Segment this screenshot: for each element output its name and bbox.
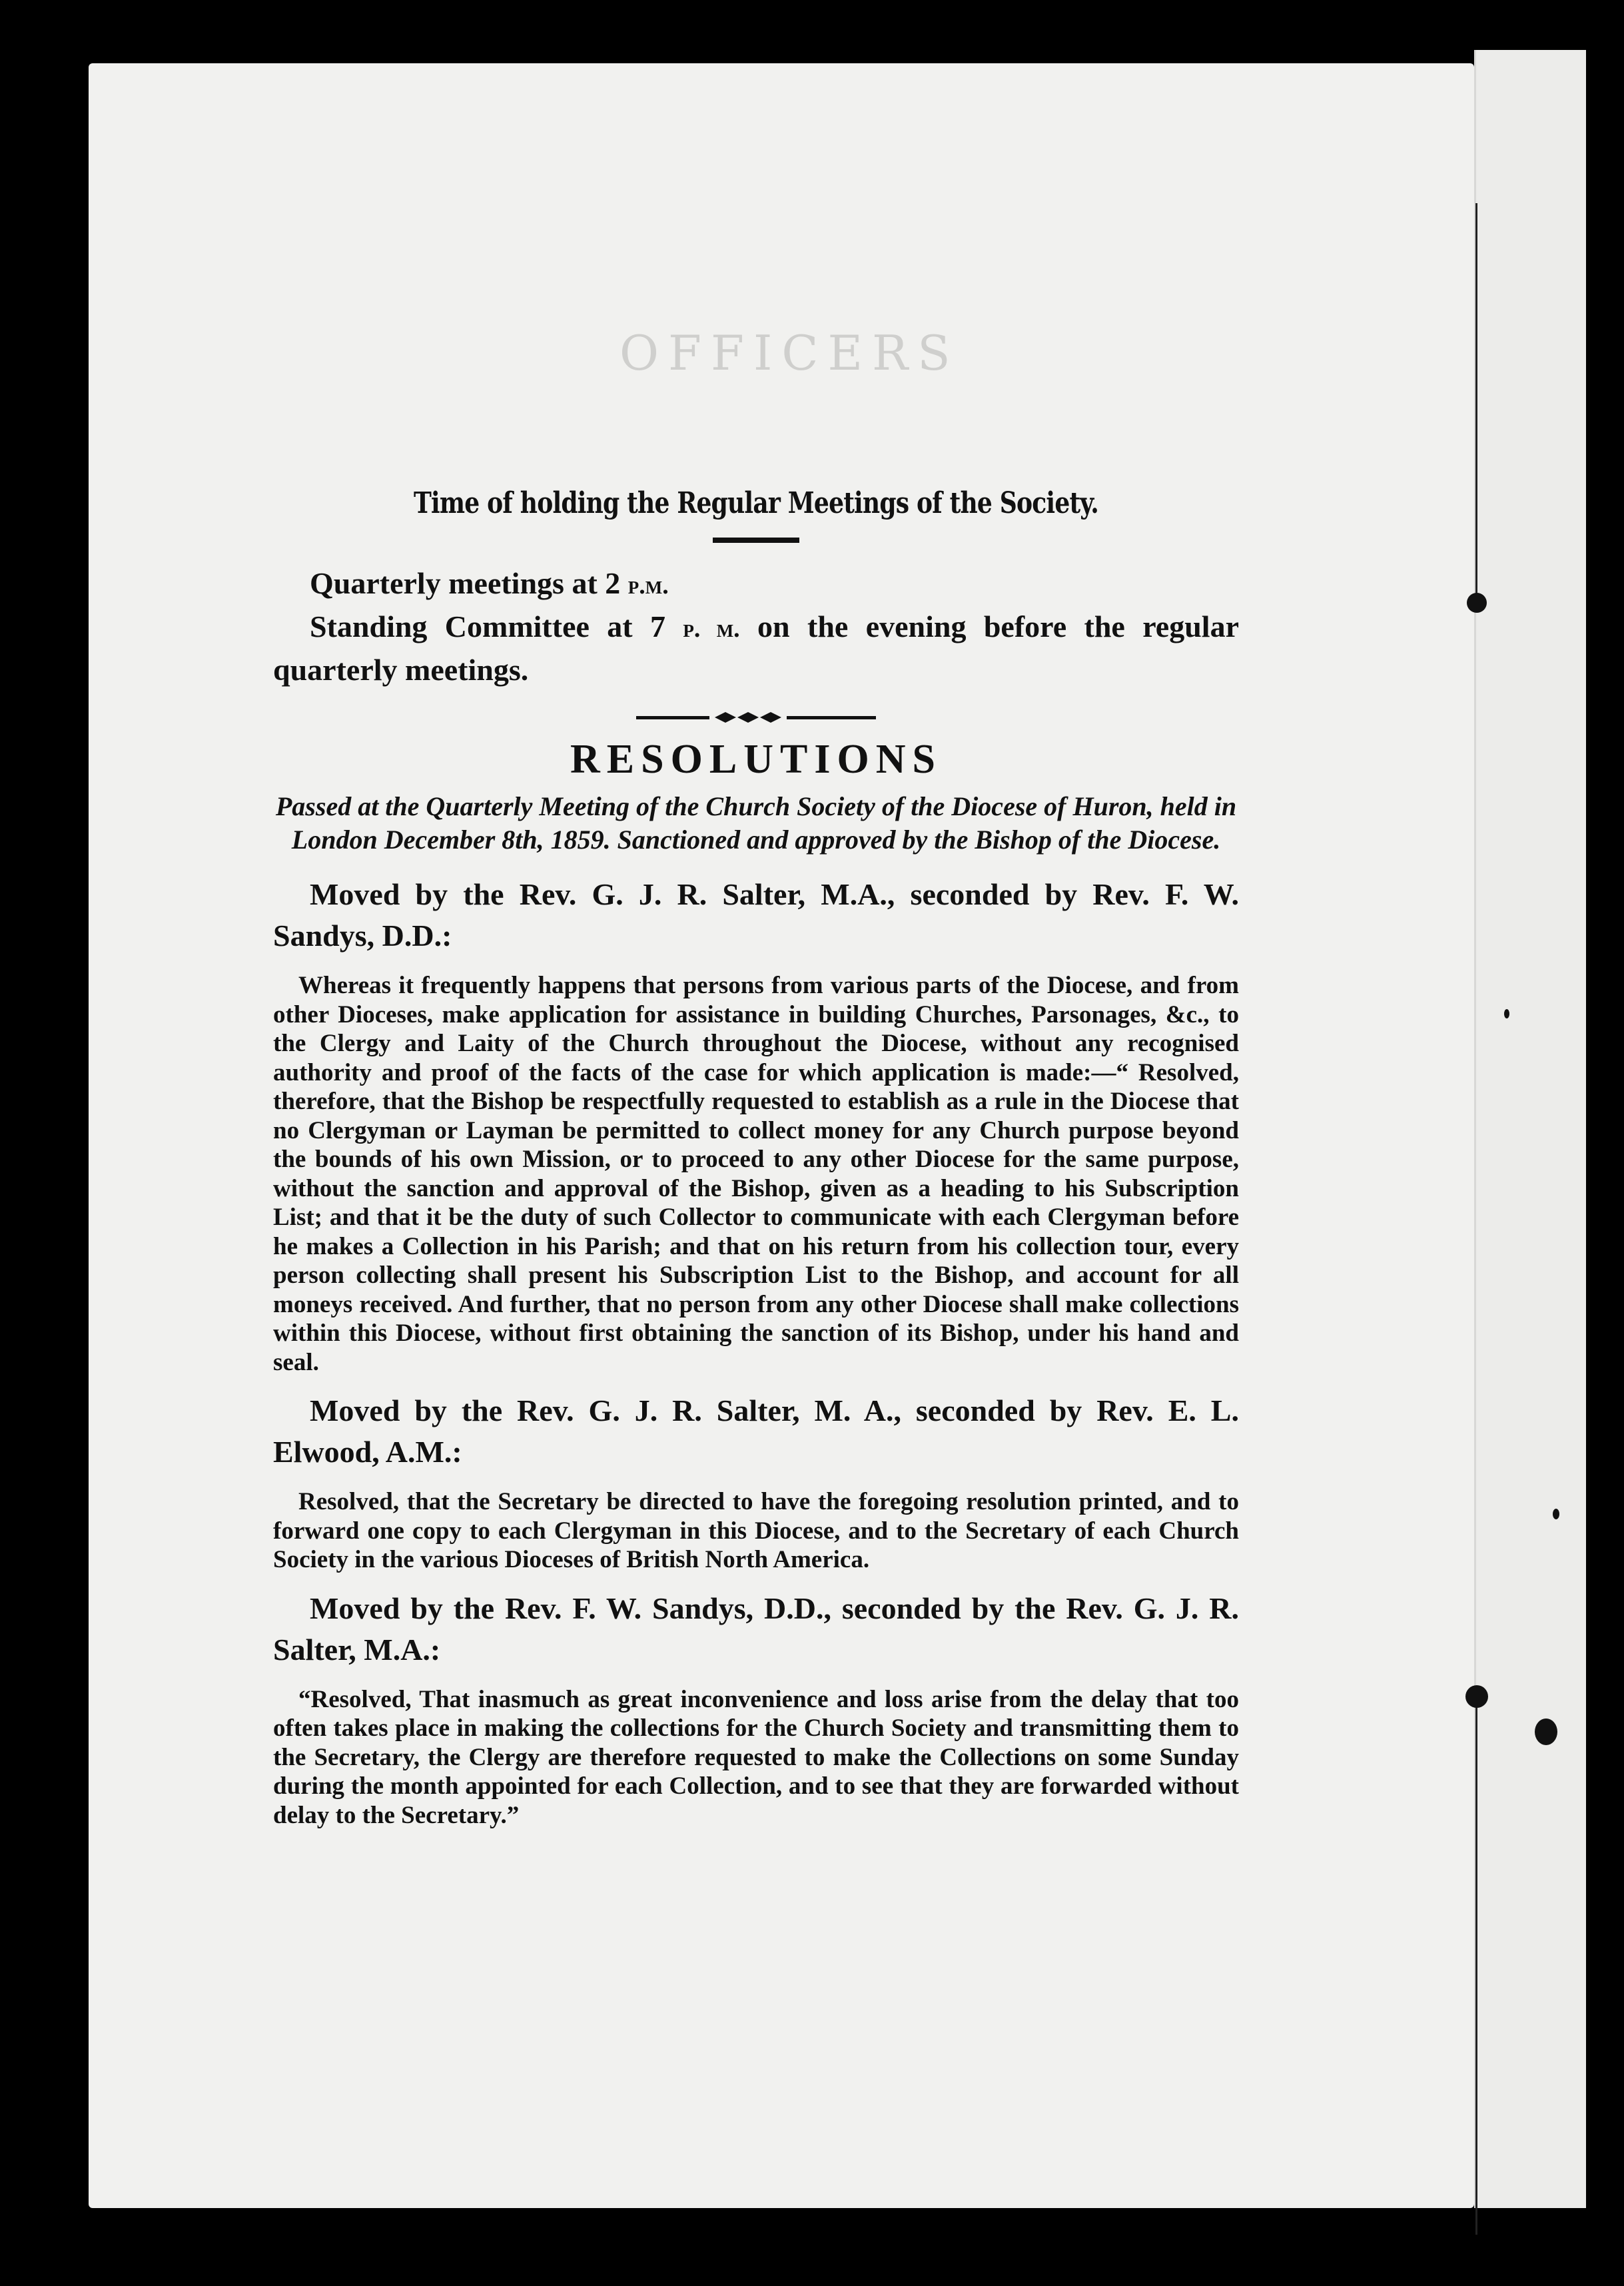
facing-page-edge	[1474, 50, 1586, 2208]
title-rule	[713, 538, 799, 543]
meetings-title: Time of holding the Regular Meetings of the Society.	[413, 486, 1099, 520]
motion-3-moved: Moved by the Rev. F. W. Sandys, D.D., seconded by the Rev. G. J. R. Salter, M.A.:	[273, 1591, 1239, 1667]
standing-committee-time: p. m.	[683, 615, 740, 643]
motion-2-moved: Moved by the Rev. G. J. R. Salter, M. A., seconded by Rev. E. L. Elwood, A.M.:	[273, 1393, 1239, 1469]
binding-knot-lower	[1465, 1685, 1488, 1708]
ornamental-divider	[636, 709, 876, 725]
ink-speck	[1504, 1009, 1509, 1018]
motion-2-text: Resolved, that the Secretary be directed to have the foregoing resolution printed, and to forward one copy to each Clergyman in this Diocese, and to the Secretary of each Church Society in the various Dioceses of British North America.	[273, 1488, 1239, 1573]
quarterly-meetings-time: p.m.	[627, 572, 669, 599]
standing-committee-rest: on the evening before the regular quarterly meetings.	[273, 609, 1239, 687]
resolutions-heading: RESOLUTIONS	[570, 737, 942, 782]
ink-spot	[1535, 1718, 1557, 1745]
binding-thread	[1475, 203, 1477, 603]
quarterly-meetings-line	[273, 563, 1239, 606]
ink-speck-2	[1553, 1509, 1559, 1519]
document-content	[273, 486, 1239, 1843]
resolutions-subheading: Passed at the Quarterly Meeting of the Church Society of the Diocese of Huron, held in London December 8th, 1859. Sanctioned and approved by the Bishop of the Diocese.	[275, 791, 1237, 855]
motion-3-text: “Resolved, That inasmuch as great inconvenience and loss arise from the delay that too often takes place in making the collections for the Church Society and transmitting them to the Secretary, the Clergy are therefore requested to make the Collections on some Sunday during the month appointed for each Collection, and to see that they are forwarded without delay to the Secretary.”	[273, 1685, 1239, 1829]
standing-committee-line	[273, 606, 1239, 691]
quarterly-meetings-text: Quarterly meetings at 2	[310, 566, 628, 600]
show-through-heading: OFFICERS	[619, 325, 960, 381]
motion-1-moved: Moved by the Rev. G. J. R. Salter, M.A., seconded by Rev. F. W. Sandys, D.D.:	[273, 877, 1239, 952]
binding-thread-lower	[1475, 1702, 1477, 2235]
motion-1-text: Whereas it frequently happens that persons from various parts of the Diocese, and from other Dioceses, make application for assistance in building Churches, Parsonages, &c., to the Clergy and Laity of the Church throughout the Diocese, without any recognised authority and proof of the facts of the case for which application is made:—“ Resolved, therefore, that the Bishop be respectfully requested to establish as a rule in the Diocese that no Clergyman or Layman be permitted to collect money for any Church purpose beyond the bounds of his own Mission, or to proceed to any other Diocese for the same purpose, without the sanction and approval of the Bishop, given as a heading to his Subscription List; and that it be the duty of such Collector to communicate with each Clergyman before he makes a Collection in his Parish; and that on his return from his collection tour, every person collecting shall present his Subscription List to the Bishop, and account for all moneys received. And further, that no person from any other Diocese shall make collections within this Diocese, without first obtaining the sanction of its Bishop, under his hand and seal.	[273, 972, 1239, 1376]
standing-committee-text: Standing Committee at 7	[310, 609, 683, 643]
binding-knot	[1467, 593, 1487, 613]
